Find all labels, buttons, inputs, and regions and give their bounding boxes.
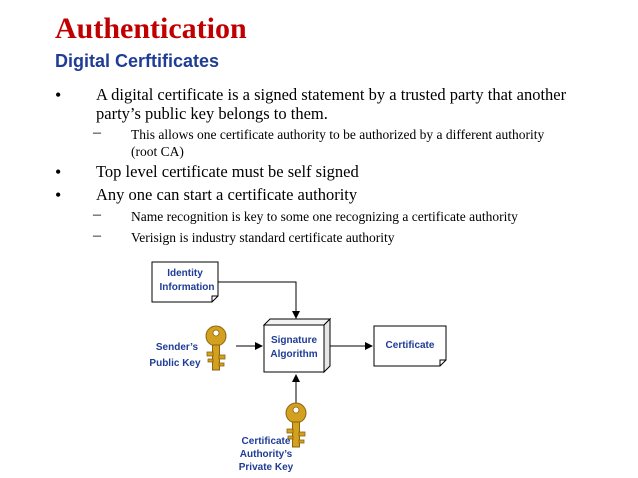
bullet-1-line-2: party’s public key belongs to them. [96, 104, 328, 123]
ca-label-line-3: Private Key [238, 462, 294, 473]
slide-subtitle: Digital Cerftificates [55, 51, 220, 71]
dash-marker: – [93, 124, 101, 141]
identity-arrow [218, 282, 296, 318]
dash-marker: – [93, 206, 101, 223]
sender-label-line-1: Sender’s [155, 342, 199, 353]
bullet-marker: • [55, 85, 62, 105]
identity-label-line-1: Identity [167, 268, 203, 279]
slide-title: Authentication [55, 12, 247, 45]
sub-bullet-1-line-1: This allows one certificate authority to be authorized by a different authority [131, 127, 545, 142]
key-icon [206, 326, 226, 370]
ca-label-line-1: Certificate [241, 436, 291, 447]
signature-algorithm-box [264, 319, 330, 372]
identity-label-line-2: Information [159, 282, 215, 293]
bullet-2-text: Top level certificate must be self signed [96, 162, 359, 181]
bullet-marker: • [55, 162, 62, 182]
bullet-3-text: Any one can start a certificate authority [96, 185, 358, 204]
bullet-marker: • [55, 185, 62, 205]
signature-label-line-2: Algorithm [270, 349, 318, 360]
sub-bullet-3-1: Name recognition is key to some one recognizing a certificate authority [131, 209, 518, 224]
certificate-label: Certificate [385, 340, 435, 351]
bullet-1-line-1: A digital certificate is a signed statement by a trusted party that another [96, 85, 567, 104]
dash-marker: – [93, 227, 101, 244]
ca-label-line-2: Authority’s [239, 449, 293, 460]
certificate-box [374, 326, 446, 366]
sub-bullet-3-2: Verisign is industry standard certificate authority [131, 230, 395, 245]
identity-information-box [152, 262, 218, 302]
sub-bullet-1-line-2: (root CA) [131, 144, 184, 159]
sender-label-line-2: Public Key [149, 358, 201, 369]
signature-label-line-1: Signature [270, 335, 318, 346]
